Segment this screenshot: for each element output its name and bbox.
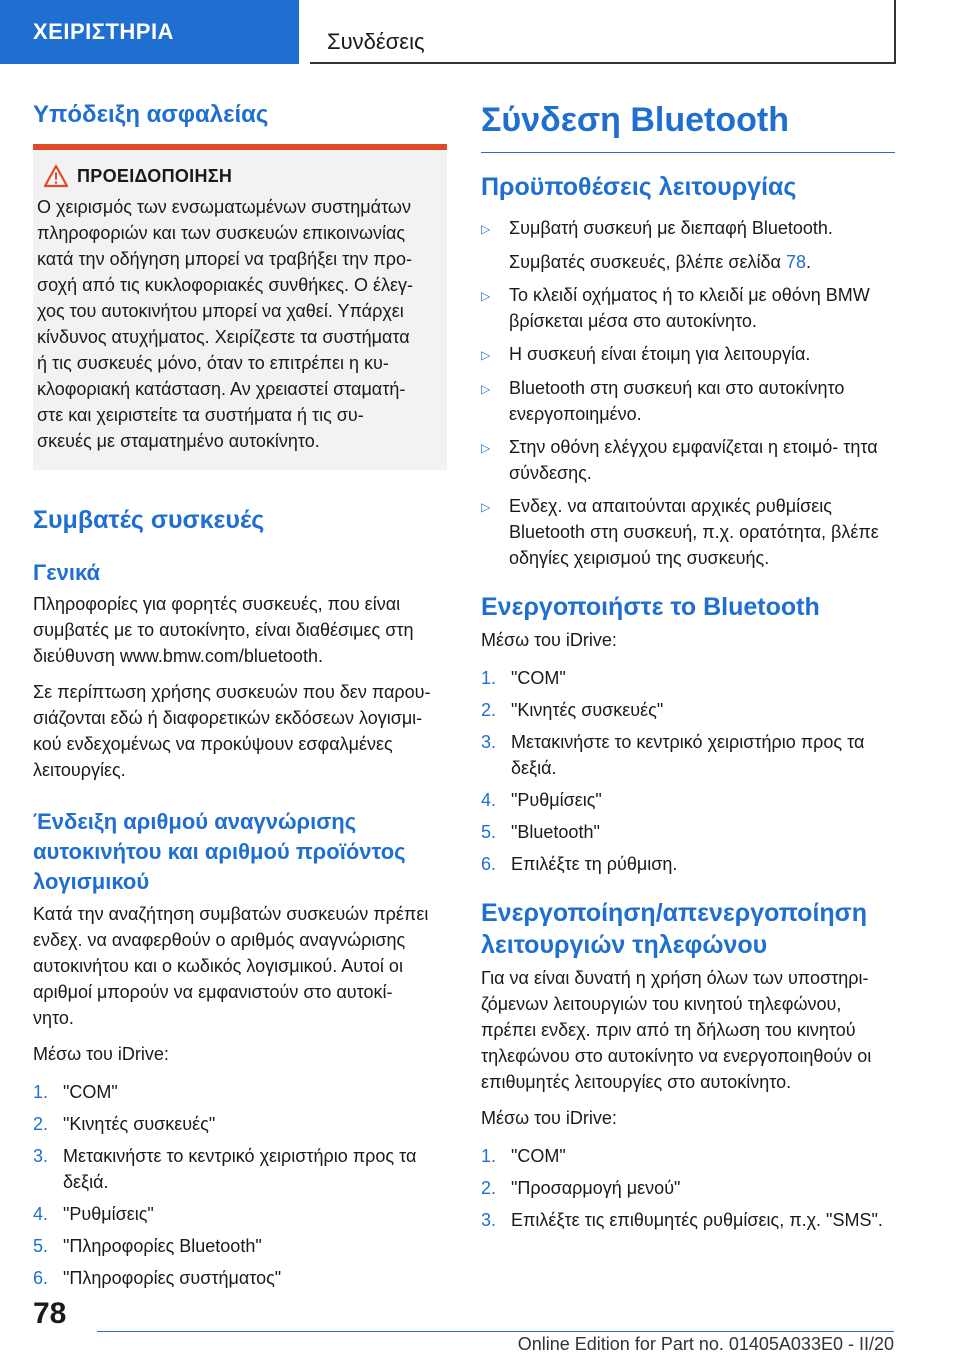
phone-functions-paragraph: Για να είναι δυνατή η χρήση όλων των υποστηρι- ζόμενων λειτουργιών του κινητού τηλεφώνου, πρέπει ενδεχ. πριν από τη δήλωση του κινητού τηλεφώνου στο αυτοκίνητο να ενεργοποιηθούν οι επιθυμητές λειτουργίες στο αυτοκίνητο.	[481, 968, 872, 1092]
triangle-bullet-icon: ▷	[481, 289, 491, 303]
page-number: 78	[33, 1297, 67, 1330]
step-number: 6.	[33, 1268, 49, 1288]
step-number: 1.	[33, 1082, 49, 1102]
bluetooth-connection-heading: Σύνδεση Bluetooth	[481, 98, 895, 153]
list-item	[481, 434, 895, 486]
general-paragraph-2: Σε περίπτωση χρήσης συσκευών που δεν παρου- σιάζονται εδώ ή διαφορετικών εκδόσεων λογισμι- κού ενδεχομένως να προκύψουν εσφαλμένες λειτουργίες.	[33, 682, 431, 780]
step-text: Μετακινήστε το κεντρικό χειριστήριο προς τα δεξιά.	[63, 1146, 417, 1192]
footer-edition: Online Edition for Part no. 01405A033E0 - II/20	[517, 1334, 894, 1354]
triangle-bullet-icon: ▷	[481, 222, 491, 236]
step-number: 3.	[481, 1210, 497, 1230]
step-text: "Κινητές συσκευές"	[63, 1114, 216, 1134]
safety-heading: Υπόδειξη ασφαλείας	[33, 101, 269, 128]
step-number: 1.	[481, 668, 497, 688]
vehicle-id-steps	[33, 1079, 447, 1291]
step-number: 6.	[481, 854, 497, 874]
via-idrive-text: Μέσω του iDrive:	[481, 1108, 617, 1128]
via-idrive-text: Μέσω του iDrive:	[481, 630, 617, 650]
general-paragraph-1: Πληροφορίες για φορητές συσκευές, που είναι συμβατές με το αυτοκίνητο, είναι διαθέσιμες στη διεύθυνση www.bmw.com/bluetooth.	[33, 594, 414, 666]
phone-functions-heading: Ενεργοποίηση/απενεργοποίηση λειτουργιών τηλεφώνου	[481, 899, 868, 959]
step-text: Επιλέξτε τις επιθυμητές ρυθμίσεις, π.χ. "SMS".	[511, 1210, 883, 1230]
list-item	[33, 1233, 447, 1259]
step-text: "Κινητές συσκευές"	[511, 700, 664, 720]
step-text: "Πληροφορίες Bluetooth"	[63, 1236, 262, 1256]
list-item	[481, 215, 895, 242]
step-number: 2.	[481, 700, 497, 720]
via-idrive-text: Μέσω του iDrive:	[33, 1044, 169, 1064]
prerequisites-heading: Προϋποθέσεις λειτουργίας	[481, 173, 797, 201]
triangle-bullet-icon: ▷	[481, 348, 491, 362]
left-column	[33, 100, 447, 1297]
step-text: Μετακινήστε το κεντρικό χειριστήριο προς τα δεξιά.	[511, 732, 865, 778]
compatible-note-suffix: .	[805, 252, 811, 272]
compatible-note-text: Συμβατές συσκευές, βλέπε σελίδα	[509, 252, 786, 272]
chapter-tab: ΧΕΙΡΙΣΤΗΡΙΑ	[0, 0, 299, 64]
step-text: "Προσαρμογή μενού"	[511, 1178, 681, 1198]
warning-text: Ο χειρισμός των ενσωματωμένων συστημάτων πληροφοριών και των συσκευών επικοινωνίας κατά την οδήγηση μπορεί να τραβήξει την προ- σοχή από τις κυκλοφοριακές συνθήκες. Ο έλεγ- χος του αυτοκινήτου μπορεί να χαθεί. Υπάρχει κίνδυνος ατυχήματος. Χειρίζεστε τα συστήματα ή τις συσκευές μόνο, όταν το επιτρέπει η κυ- κλοφοριακή κατάσταση. Αν χρειαστεί σταματή- στε και χειριστείτε τα συστήματα ή τις συ- σκευές με σταματημένο αυτοκίνητο.	[37, 197, 414, 451]
section-title: Συνδέσεις	[310, 0, 896, 64]
list-item-text: Στην οθόνη ελέγχου εμφανίζεται η ετοιμό- τητα σύνδεσης.	[509, 437, 878, 483]
list-item-text: Bluetooth στη συσκευή και στο αυτοκίνητο ενεργοποιημένο.	[509, 378, 845, 424]
step-text: Επιλέξτε τη ρύθμιση.	[511, 854, 678, 874]
page-link[interactable]: 78	[785, 252, 806, 272]
list-item	[481, 1207, 895, 1233]
list-item	[481, 787, 895, 813]
vehicle-id-heading: Ένδειξη αριθμού αναγνώρισης αυτοκινήτου και αριθμού προϊόντος λογισμικού	[33, 809, 406, 894]
phone-functions-steps	[481, 1143, 895, 1233]
list-item	[481, 729, 895, 781]
triangle-bullet-icon: ▷	[481, 500, 491, 514]
list-item-text: Η συσκευή είναι έτοιμη για λειτουργία.	[509, 344, 811, 364]
general-heading: Γενικά	[33, 560, 101, 585]
list-item	[481, 851, 895, 877]
footer-divider	[97, 1331, 894, 1332]
list-item	[33, 1201, 447, 1227]
step-number: 3.	[33, 1146, 49, 1166]
list-item	[481, 282, 895, 334]
list-item-text: Το κλειδί οχήματος ή το κλειδί με οθόνη BMW βρίσκεται μέσα στο αυτοκίνητο.	[509, 285, 870, 331]
step-number: 5.	[33, 1236, 49, 1256]
list-item	[481, 341, 895, 368]
step-number: 3.	[481, 732, 497, 752]
right-column	[481, 98, 895, 1239]
list-item	[481, 697, 895, 723]
step-text: "COM"	[63, 1082, 118, 1102]
triangle-bullet-icon: ▷	[481, 441, 491, 455]
warning-title-text: ΠΡΟΕΙΔΟΠΟΙΗΣΗ	[77, 165, 233, 186]
list-item	[33, 1079, 447, 1105]
list-item	[481, 1143, 895, 1169]
warning-box	[33, 150, 447, 470]
list-item-text: Συμβατή συσκευή με διεπαφή Bluetooth.	[509, 218, 833, 238]
compatible-devices-heading: Συμβατές συσκευές	[33, 506, 265, 534]
step-text: "Bluetooth"	[511, 822, 600, 842]
list-item	[33, 1143, 447, 1195]
list-item	[481, 665, 895, 691]
warning-triangle-icon	[43, 164, 69, 188]
list-item	[481, 1175, 895, 1201]
step-number: 1.	[481, 1146, 497, 1166]
step-text: "Πληροφορίες συστήματος"	[63, 1268, 282, 1288]
step-text: "Ρυθμίσεις"	[511, 790, 602, 810]
list-item-text: Ενδεχ. να απαιτούνται αρχικές ρυθμίσεις Bluetooth στη συσκευή, π.χ. ορατότητα, βλέπε οδηγίες χειρισμού της συσκευής.	[509, 496, 879, 568]
step-number: 2.	[481, 1178, 497, 1198]
step-text: "COM"	[511, 1146, 566, 1166]
triangle-bullet-icon: ▷	[481, 382, 491, 396]
step-text: "Ρυθμίσεις"	[63, 1204, 154, 1224]
step-number: 5.	[481, 822, 497, 842]
enable-bluetooth-heading: Ενεργοποιήστε το Bluetooth	[481, 593, 820, 621]
list-item	[33, 1111, 447, 1137]
list-item	[481, 493, 895, 571]
prerequisites-list	[481, 215, 895, 571]
list-item	[481, 375, 895, 427]
step-number: 4.	[33, 1204, 49, 1224]
step-number: 2.	[33, 1114, 49, 1134]
enable-bluetooth-steps	[481, 665, 895, 877]
step-number: 4.	[481, 790, 497, 810]
compatible-note	[481, 249, 895, 275]
warning-title	[37, 164, 435, 188]
vehicle-id-paragraph: Κατά την αναζήτηση συμβατών συσκευών πρέπει ενδεχ. να αναφερθούν ο αριθμός αναγνώρισης αυτοκινήτου και ο κωδικός λογισμικού. Αυτοί οι αριθμοί μπορούν να εμφανιστούν στο αυτοκί- νητο.	[33, 904, 429, 1028]
list-item	[481, 819, 895, 845]
list-item	[33, 1265, 447, 1291]
step-text: "COM"	[511, 668, 566, 688]
